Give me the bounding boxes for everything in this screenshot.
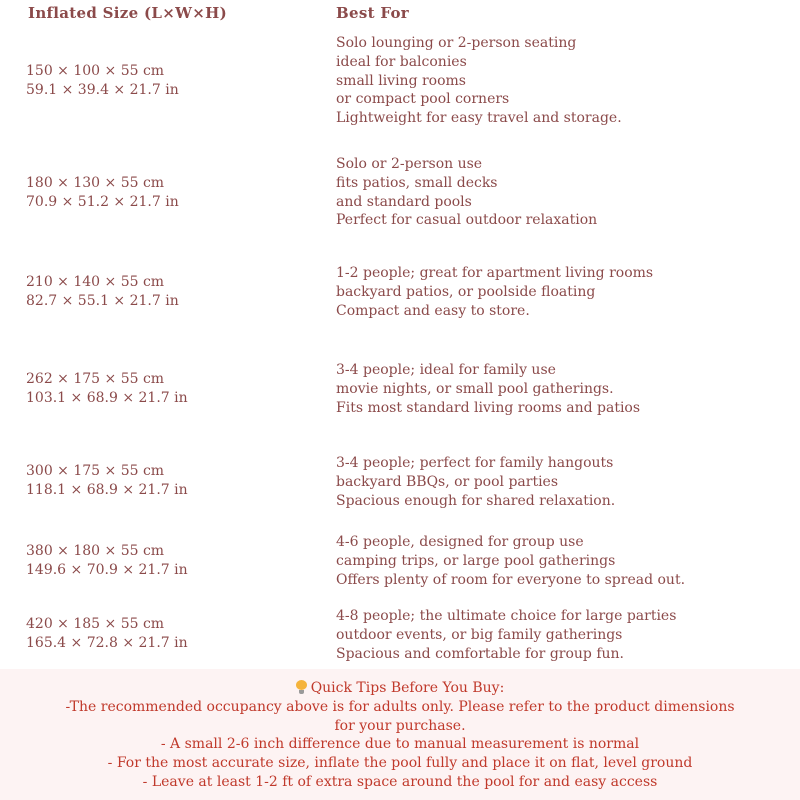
size-imperial: 103.1 × 68.9 × 21.7 in: [26, 389, 188, 406]
best-for-cell: [336, 361, 640, 417]
best-for-line: 4-8 people; the ultimate choice for large parties: [336, 608, 677, 624]
best-for-line: backyard BBQs, or pool parties: [336, 473, 559, 490]
best-for-line: 3-4 people; perfect for family hangouts: [336, 455, 614, 471]
best-for-line: movie nights, or small pool gatherings.: [336, 380, 614, 397]
size-imperial: 82.7 × 55.1 × 21.7 in: [26, 292, 179, 309]
best-for-line: Compact and easy to store.: [336, 302, 530, 319]
best-for-line: Lightweight for easy travel and storage.: [336, 110, 622, 127]
size-metric: 420 × 185 × 55 cm: [26, 616, 165, 632]
size-cell: [26, 174, 179, 211]
size-cell: [26, 615, 188, 652]
best-for-line: Solo lounging or 2-person seating: [336, 35, 577, 51]
tip-item: - For the most accurate size, inflate the pool fully and place it on flat, level ground: [107, 755, 693, 772]
best-for-line: 1-2 people; great for apartment living rooms: [336, 265, 654, 281]
size-metric: 300 × 175 × 55 cm: [26, 463, 165, 479]
best-for-line: small living rooms: [336, 72, 466, 89]
lightbulb-icon: [296, 680, 307, 694]
best-for-line: outdoor events, or big family gatherings: [336, 626, 623, 643]
best-for-cell: [336, 155, 597, 230]
best-for-line: Spacious enough for shared relaxation.: [336, 492, 616, 509]
size-metric: 262 × 175 × 55 cm: [26, 371, 165, 387]
quick-tips-panel: [0, 669, 800, 800]
size-cell: [26, 542, 188, 579]
best-for-cell: [336, 533, 685, 589]
size-cell: [26, 370, 188, 407]
best-for-line: or compact pool corners: [336, 91, 510, 108]
size-cell: [26, 462, 188, 499]
size-metric: 150 × 100 × 55 cm: [26, 63, 165, 79]
best-for-cell: [336, 264, 653, 320]
size-imperial: 70.9 × 51.2 × 21.7 in: [26, 193, 179, 210]
tip-item: - Leave at least 1-2 ft of extra space around the pool for and easy access: [142, 773, 658, 790]
best-for-line: fits patios, small decks: [336, 174, 498, 191]
best-for-cell: [336, 607, 676, 663]
best-for-line: ideal for balconies: [336, 53, 467, 70]
best-for-line: camping trips, or large pool gatherings: [336, 552, 616, 569]
best-for-line: Perfect for casual outdoor relaxation: [336, 212, 598, 229]
size-imperial: 59.1 × 39.4 × 21.7 in: [26, 81, 179, 98]
best-for-line: backyard patios, or poolside floating: [336, 283, 596, 300]
size-column-header: Inflated Size (L×W×H): [28, 4, 227, 22]
best-for-line: Solo or 2-person use: [336, 156, 483, 172]
size-imperial: 118.1 × 68.9 × 21.7 in: [26, 481, 188, 498]
tip-item: -The recommended occupancy above is for adults only. Please refer to the product dimensions: [65, 698, 735, 715]
tip-item: - A small 2-6 inch difference due to manual measurement is normal: [160, 736, 640, 753]
size-metric: 380 × 180 × 55 cm: [26, 543, 165, 559]
size-cell: [26, 273, 179, 310]
best-for-line: Fits most standard living rooms and patios: [336, 399, 641, 416]
size-metric: 180 × 130 × 55 cm: [26, 175, 165, 191]
size-metric: 210 × 140 × 55 cm: [26, 274, 165, 290]
best-for-line: and standard pools: [336, 193, 472, 210]
quick-tips-content: [0, 679, 800, 792]
best-for-line: 4-6 people, designed for group use: [336, 534, 584, 550]
best-for-column-header: Best For: [336, 4, 409, 22]
size-imperial: 165.4 × 72.8 × 21.7 in: [26, 634, 188, 651]
best-for-line: Offers plenty of room for everyone to spread out.: [336, 571, 686, 588]
best-for-line: Spacious and comfortable for group fun.: [336, 645, 624, 662]
best-for-cell: [336, 34, 622, 128]
quick-tips-title: [0, 679, 800, 698]
tip-item: for your purchase.: [334, 717, 466, 734]
best-for-line: 3-4 people; ideal for family use: [336, 362, 556, 378]
size-imperial: 149.6 × 70.9 × 21.7 in: [26, 561, 188, 578]
best-for-cell: [336, 454, 615, 510]
size-cell: [26, 62, 179, 99]
quick-tips-title-text: Quick Tips Before You Buy:: [310, 680, 505, 696]
